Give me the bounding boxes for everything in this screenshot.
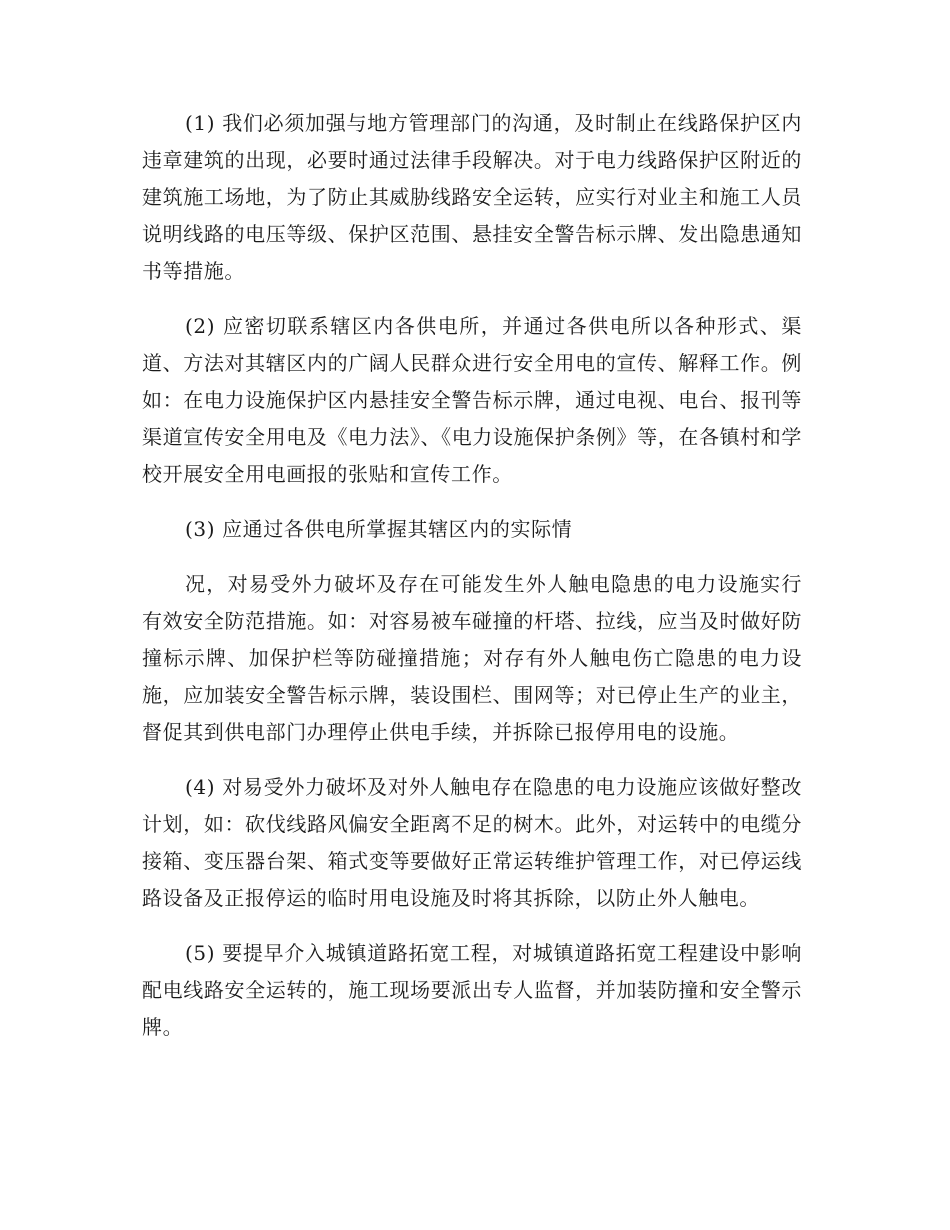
document-body [142,105,802,1046]
paragraph-3: (3) 应通过各供电所掌握其辖区内的实际情 [185,517,573,541]
paragraph-5: (5) 要提早介入城镇道路拓宽工程，对城镇道路拓宽工程建设中影响配电线路安全运转的，施工现场要派出专人监督，并加装防撞和安全警示牌。 [142,941,802,1039]
paragraph-3-continued: 况，对易受外力破坏及存在可能发生外人触电隐患的电力设施实行有效安全防范措施。如：对容易被车碰撞的杆塔、拉线，应当及时做好防撞标示牌、加保护栏等防碰撞措施；对存有外人触电伤亡隐患的电力设施，应加装安全警告标示牌，装设围栏、围网等；对已停止生产的业主，督促其到供电部门办理停止供电手续，并拆除已报停用电的设施。 [142,572,802,744]
paragraph-1: (1) 我们必须加强与地方管理部门的沟通，及时制止在线路保护区内违章建筑的出现，必要时通过法律手段解决。对于电力线路保护区附近的建筑施工场地，为了防止其威胁线路安全运转，应实行对业主和施工人员说明线路的电压等级、保护区范围、悬挂安全警告标示牌、发出隐患通知书等措施。 [142,111,802,283]
paragraph-4: (4) 对易受外力破坏及对外人触电存在隐患的电力设施应该做好整改计划，如：砍伐线路风偏安全距离不足的树木。此外，对运转中的电缆分接箱、变压器台架、箱式变等要做好正常运转维护管理工作，对已停运线路设备及正报停运的临时用电设施及时将其拆除，以防止外人触电。 [142,775,802,910]
paragraph-2: (2) 应密切联系辖区内各供电所，并通过各供电所以各种形式、渠道、方法对其辖区内的广阔人民群众进行安全用电的宣传、解释工作。例如：在电力设施保护区内悬挂安全警告标示牌，通过电视、电台、报刊等渠道宣传安全用电及《电力法》、《电力设施保护条例》等，在各镇村和学校开展安全用电画报的张贴和宣传工作。 [142,314,802,486]
